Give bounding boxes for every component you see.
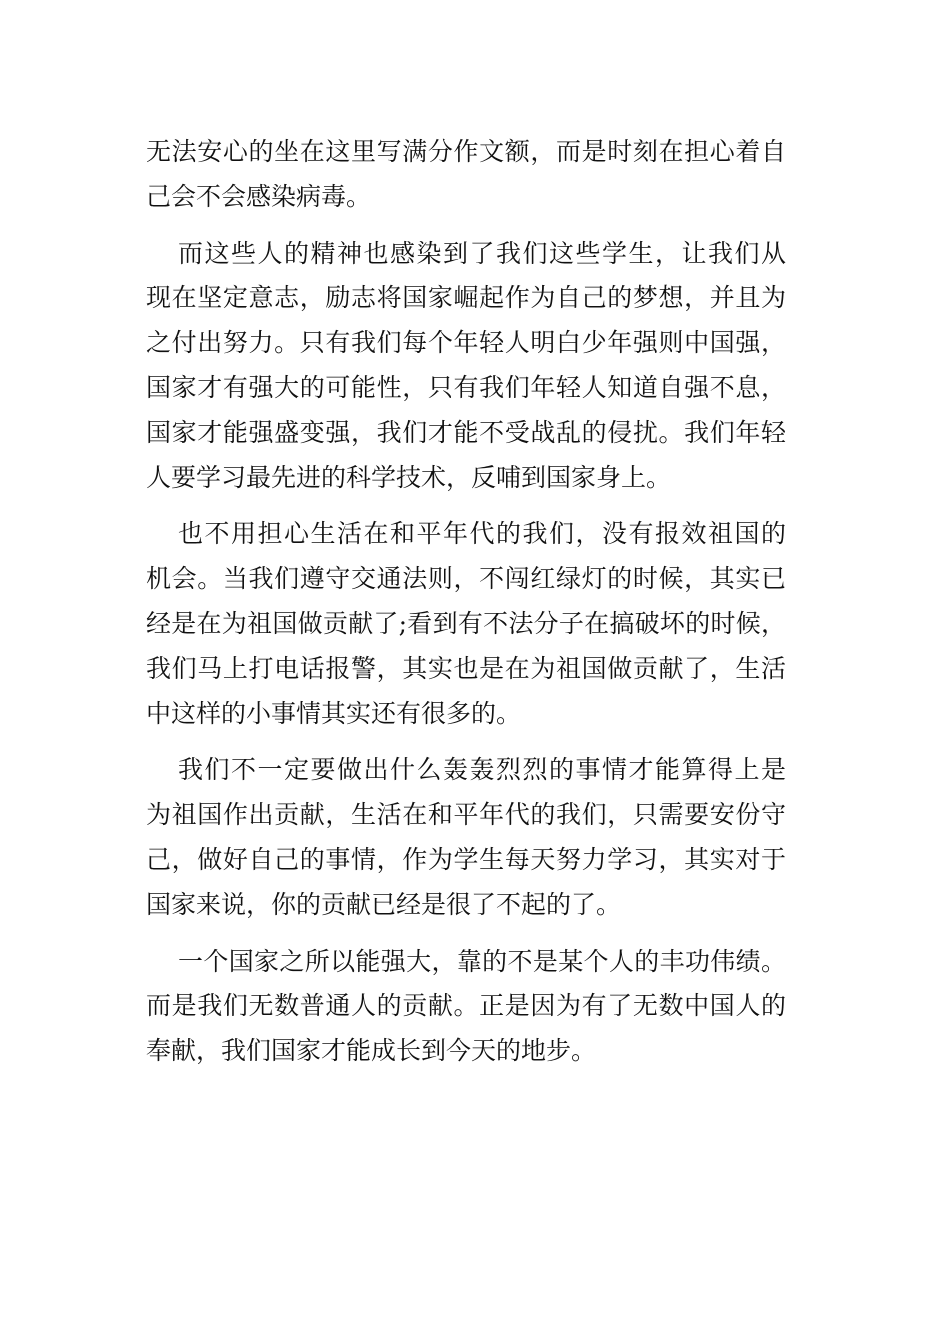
- paragraph: [146, 512, 786, 736]
- text-line: 人要学习最先进的科学技术，反哺到国家身上。: [146, 462, 672, 492]
- text-line: 国家才能强盛变强，我们才能不受战乱的侵扰。我们年轻: [146, 417, 786, 447]
- text-line: 中这样的小事情其实还有很多的。: [146, 698, 522, 728]
- text-line: 而是我们无数普通人的贡献。正是因为有了无数中国人的: [146, 991, 786, 1021]
- text-line: 经是在为祖国做贡献了;看到有不法分子在搞破坏的时候，: [146, 608, 786, 638]
- paragraph: [146, 232, 786, 501]
- paragraph: [146, 130, 786, 220]
- text-line: 己，做好自己的事情，作为学生每天努力学习，其实对于: [146, 844, 786, 874]
- text-line: 一个国家之所以能强大，靠的不是某个人的丰功伟绩。: [178, 946, 786, 976]
- text-line: 之付出努力。只有我们每个年轻人明白少年强则中国强，: [146, 328, 786, 358]
- text-line: 国家才有强大的可能性，只有我们年轻人知道自强不息，: [146, 372, 786, 402]
- text-line: 奉献，我们国家才能成长到今天的地步。: [146, 1036, 597, 1066]
- text-line: 我们不一定要做出什么轰轰烈烈的事情才能算得上是: [178, 755, 786, 785]
- text-line: 己会不会感染病毒。: [146, 181, 372, 211]
- document-body: [146, 130, 786, 1074]
- text-line: 也不用担心生活在和平年代的我们，没有报效祖国的: [178, 519, 786, 549]
- text-line: 机会。当我们遵守交通法则，不闯红绿灯的时候，其实已: [146, 564, 786, 594]
- paragraph: [146, 748, 786, 927]
- text-line: 现在坚定意志，励志将国家崛起作为自己的梦想，并且为: [146, 283, 786, 313]
- text-line: 而这些人的精神也感染到了我们这些学生，让我们从: [178, 238, 786, 268]
- text-line: 无法安心的坐在这里写满分作文额，而是时刻在担心着自: [146, 137, 786, 166]
- paragraph: [146, 940, 786, 1074]
- text-line: 为祖国作出贡献，生活在和平年代的我们，只需要安份守: [146, 800, 786, 830]
- text-line: 我们马上打电话报警，其实也是在为祖国做贡献了，生活: [146, 653, 786, 683]
- text-line: 国家来说，你的贡献已经是很了不起的了。: [146, 889, 622, 919]
